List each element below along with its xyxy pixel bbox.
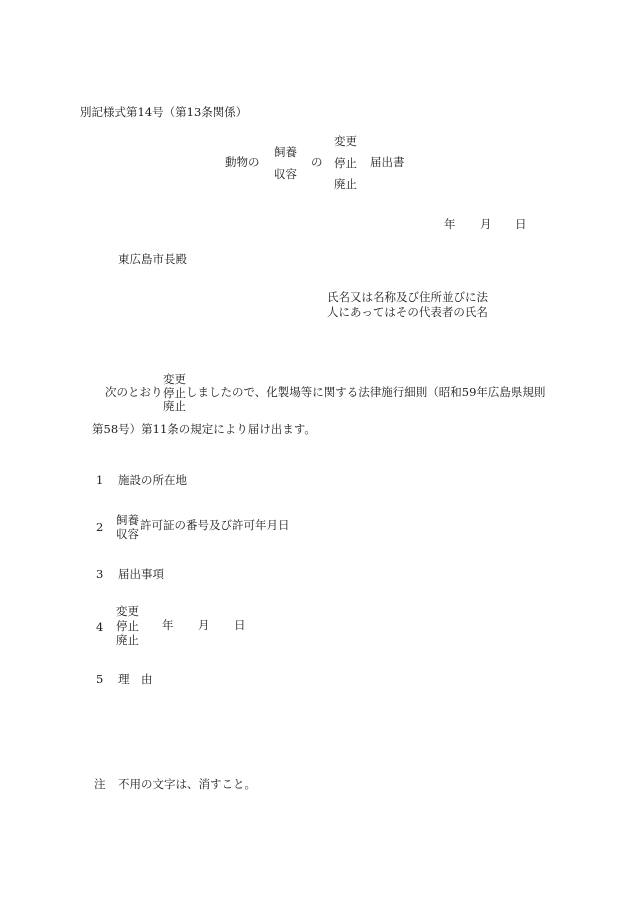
item-3-number: 3 bbox=[96, 567, 104, 581]
item-4-number: 4 bbox=[96, 620, 104, 634]
addressee: 東広島市長殿 bbox=[118, 252, 187, 266]
item-5-label: 理 由 bbox=[118, 672, 153, 686]
body-action-options bbox=[163, 374, 186, 413]
item-4-option-henko: 変更 bbox=[116, 604, 139, 618]
item-2-options bbox=[116, 515, 139, 540]
title-option-haishi: 廃止 bbox=[334, 177, 357, 191]
applicant-line-2: 人にあってはその代表者の氏名 bbox=[327, 305, 488, 319]
title-suffix: 届出書 bbox=[370, 155, 405, 169]
title-option-teishi: 停止 bbox=[334, 155, 357, 170]
title-option-shuyo: 収容 bbox=[274, 166, 297, 181]
item-1-label: 施設の所在地 bbox=[118, 473, 187, 487]
item-3-label: 届出事項 bbox=[118, 567, 164, 581]
note-text: 不用の文字は、消すこと。 bbox=[118, 777, 256, 791]
item-2-option-shiyo: 飼養 bbox=[116, 513, 139, 527]
item-2-number: 2 bbox=[96, 520, 104, 534]
date-day: 日 bbox=[515, 217, 527, 231]
item-4-year: 年 bbox=[162, 618, 174, 632]
note-label: 注 bbox=[94, 777, 106, 791]
item-4-option-haishi: 廃止 bbox=[116, 633, 139, 647]
body-text-line-2: 第58号）第11条の規定により届け出ます。 bbox=[92, 422, 316, 436]
item-4-day: 日 bbox=[234, 618, 246, 632]
date-year: 年 bbox=[444, 217, 456, 231]
body-lead: 次のとおり bbox=[105, 385, 163, 399]
body-option-henko: 変更 bbox=[163, 372, 186, 386]
body-option-teishi: 停止 bbox=[163, 385, 186, 400]
title-prefix: 動物の bbox=[225, 155, 260, 169]
item-4-option-teishi: 停止 bbox=[116, 618, 139, 633]
title-activity-options bbox=[274, 147, 297, 180]
body-text-line-1: しましたので、化製場等に関する法律施行細則（昭和59年広島県規則 bbox=[186, 385, 546, 399]
date-month: 月 bbox=[480, 217, 492, 231]
item-2-option-shuyo: 収容 bbox=[116, 526, 139, 541]
item-1-number: 1 bbox=[96, 473, 104, 487]
item-4-month: 月 bbox=[198, 618, 210, 632]
title-option-shiyo: 飼養 bbox=[274, 145, 297, 159]
body-option-haishi: 廃止 bbox=[163, 399, 186, 413]
applicant-line-1: 氏名又は名称及び住所並びに法 bbox=[327, 290, 488, 304]
item-4-options bbox=[116, 606, 139, 647]
form-label: 別記様式第14号（第13条関係） bbox=[80, 105, 248, 119]
item-5-number: 5 bbox=[96, 672, 104, 686]
title-action-options bbox=[334, 136, 357, 191]
item-2-label: 許可証の番号及び許可年月日 bbox=[140, 518, 290, 532]
title-option-henko: 変更 bbox=[334, 134, 357, 148]
title-particle: の bbox=[311, 155, 323, 169]
